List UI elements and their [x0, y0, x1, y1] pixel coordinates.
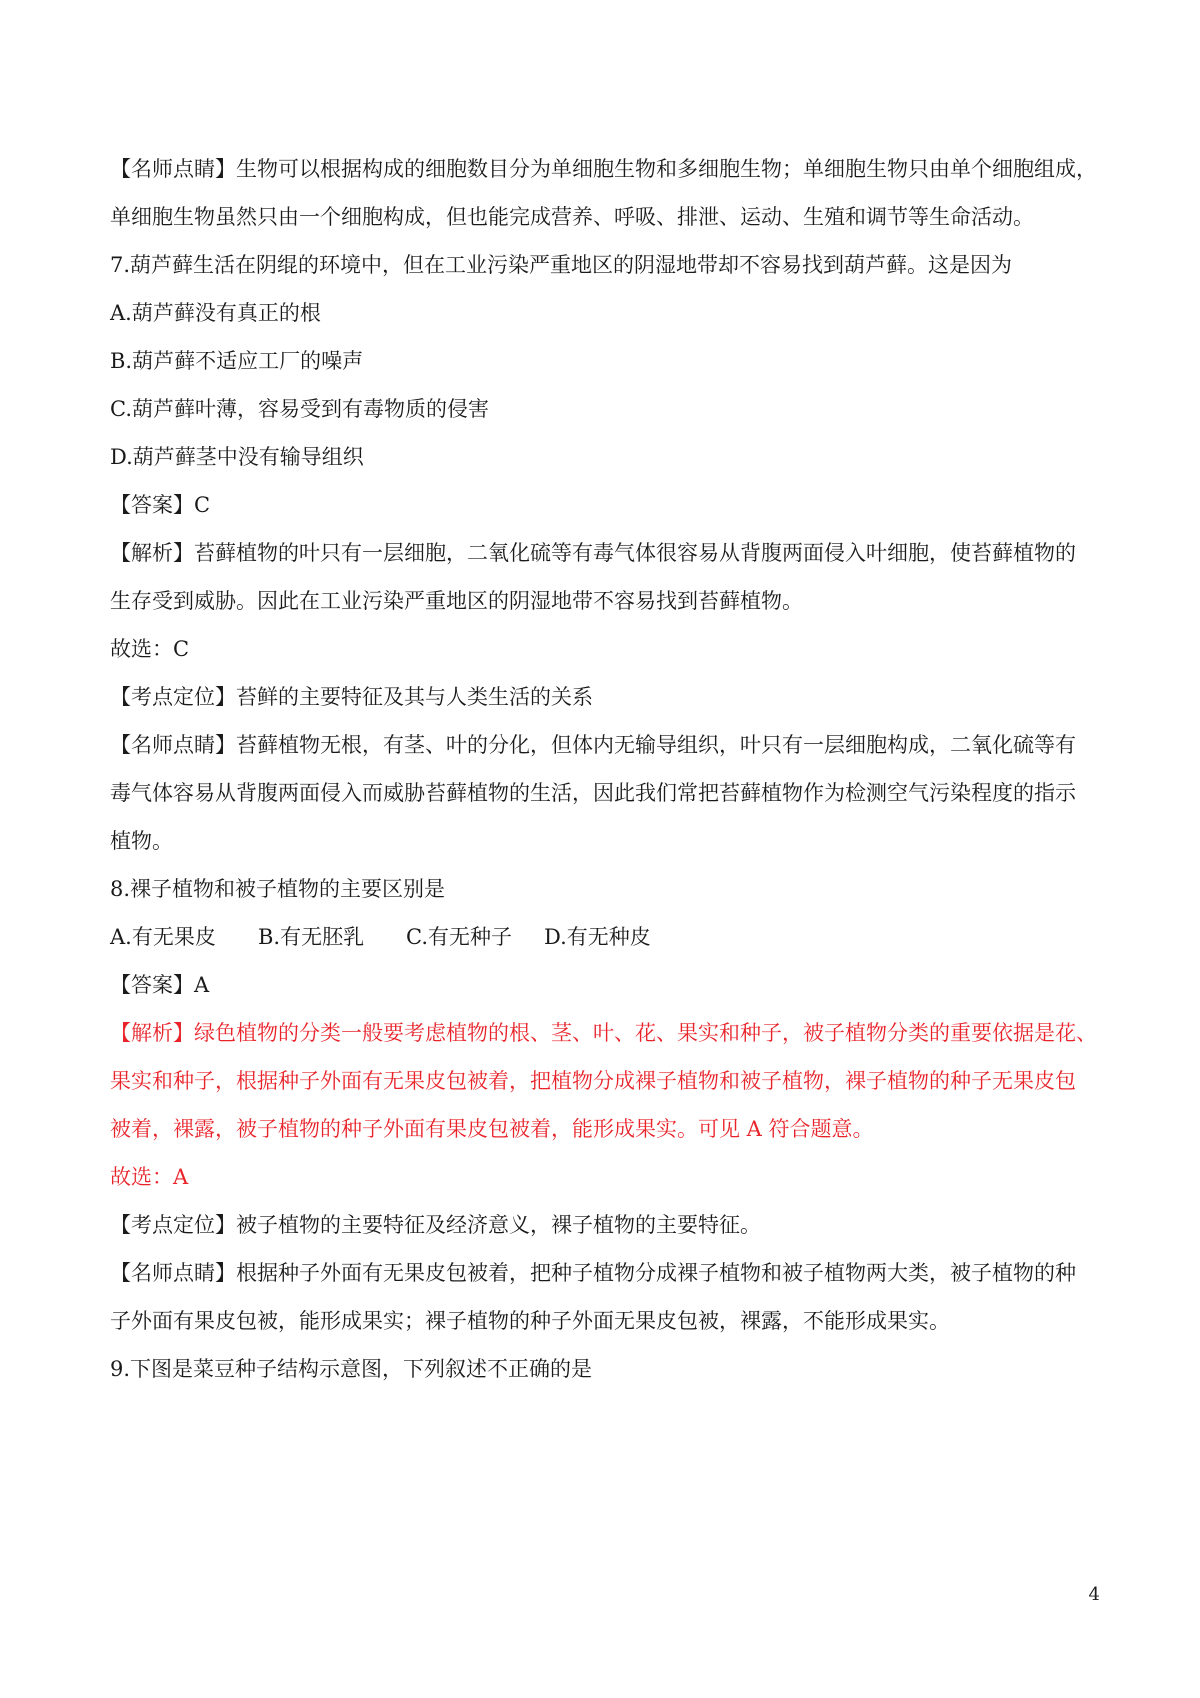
q7-point: 【考点定位】苔鲜的主要特征及其与人类生活的关系: [110, 685, 593, 709]
document-body: [110, 145, 1100, 1393]
q7-analysis-line: 生存受到威胁。因此在工业污染严重地区的阴湿地带不容易找到苔藓植物。: [110, 589, 803, 613]
q7-option-b: B.葫芦藓不适应工厂的噪声: [110, 349, 364, 373]
q8-options: [110, 913, 1100, 961]
question-8: 8.裸子植物和被子植物的主要区别是: [110, 877, 446, 901]
question-7: 7.葫芦藓生活在阴绲的环境中，但在工业污染严重地区的阴湿地带却不容易找到葫芦藓。这是因为: [110, 253, 1013, 277]
q8-point: 【考点定位】被子植物的主要特征及经济意义，裸子植物的主要特征。: [110, 1213, 761, 1237]
q8-option-b: B.有无胚乳: [258, 925, 365, 949]
q8-option-a: A.有无果皮: [110, 925, 216, 949]
q8-answer: 【答案】A: [110, 973, 210, 997]
q8-tip-line: 【名师点睛】根据种子外面有无果皮包被着，把种子植物分成裸子植物和被子植物两大类，被子植物的种: [110, 1261, 1076, 1285]
q7-tip-line: 毒气体容易从背腹两面侵入而威胁苔藓植物的生活，因此我们常把苔藓植物作为检测空气污染程度的指示: [110, 781, 1076, 805]
q7-option-c: C.葫芦藓叶薄，容易受到有毒物质的侵害: [110, 397, 489, 421]
q8-choose: 故选：A: [110, 1165, 189, 1189]
q7-option-d: D.葫芦藓茎中没有输导组织: [110, 445, 364, 469]
question-9: 9.下图是菜豆种子结构示意图，下列叙述不正确的是: [110, 1357, 593, 1381]
q7-option-a: A.葫芦藓没有真正的根: [110, 301, 321, 325]
q8-tip-line: 子外面有果皮包被，能形成果实；裸子植物的种子外面无果皮包被，裸露，不能形成果实。: [110, 1309, 950, 1333]
q7-tip-line: 【名师点睛】苔藓植物无根，有茎、叶的分化，但体内无输导组织，叶只有一层细胞构成，二氧化硫等有: [110, 733, 1076, 757]
q7-answer: 【答案】C: [110, 493, 211, 517]
q8-option-d: D.有无种皮: [544, 925, 651, 949]
q7-tip-line: 植物。: [110, 829, 173, 853]
tip-line: 单细胞生物虽然只由一个细胞构成，但也能完成营养、呼吸、排泄、运动、生殖和调节等生命活动。: [110, 205, 1034, 229]
q7-analysis-line: 【解析】苔藓植物的叶只有一层细胞，二氧化硫等有毒气体很容易从背腹两面侵入叶细胞，使苔藓植物的: [110, 541, 1076, 565]
q8-analysis-line: 果实和种子，根据种子外面有无果皮包被着，把植物分成裸子植物和被子植物，裸子植物的种子无果皮包: [110, 1069, 1076, 1093]
q7-choose: 故选：C: [110, 637, 190, 661]
tip-line: 【名师点睛】生物可以根据构成的细胞数目分为单细胞生物和多细胞生物；单细胞生物只由单个细胞组成，: [110, 157, 1097, 181]
q8-analysis-line: 【解析】绿色植物的分类一般要考虑植物的根、茎、叶、花、果实和种子，被子植物分类的重要依据是花、: [110, 1021, 1097, 1045]
q8-analysis-line: 被着，裸露，被子植物的种子外面有果皮包被着，能形成果实。可见 A 符合题意。: [110, 1117, 874, 1141]
page-number: 4: [1088, 1584, 1100, 1605]
q8-option-c: C.有无种子: [406, 925, 512, 949]
